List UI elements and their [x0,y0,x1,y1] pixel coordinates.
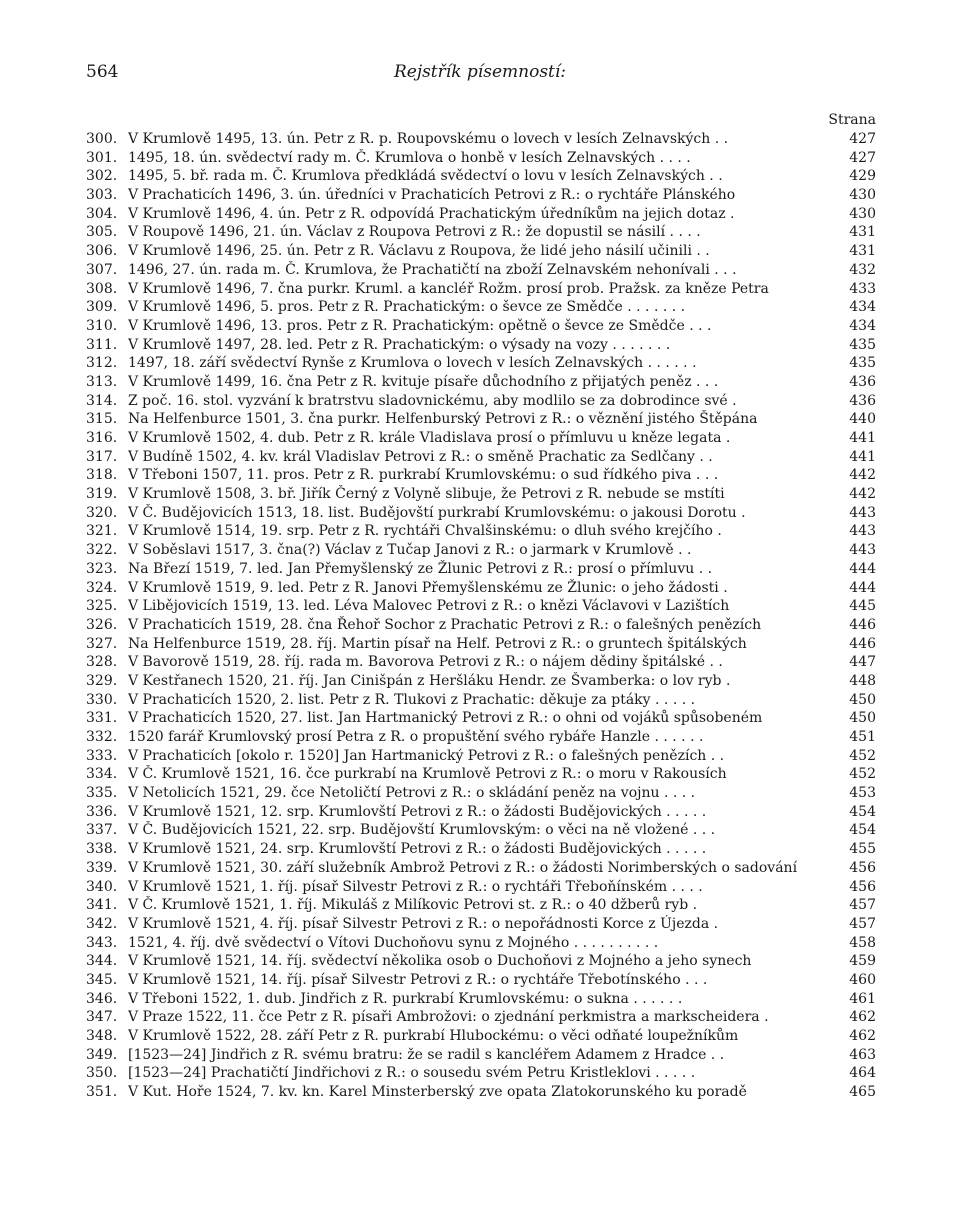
entry-description: V Krumlově 1521, 4. říj. písař Silvestr Petrovi z R.: o nepořádnosti Korce z Újezda . [128,915,719,932]
entry-description: V Krumlově 1521, 14. říj. písař Silvestr Petrovi z R.: o rychtáře Třebotínského . . . [128,971,708,988]
entry-page-number: 459 [849,953,876,970]
entry-description: V Krumlově 1496, 13. pros. Petr z R. Prachatickým: opětně o ševce ze Smědče . . . [128,317,712,334]
list-item [86,373,876,392]
list-item [86,336,876,355]
entry-description: 1495, 5. bř. rada m. Č. Krumlova předkládá svědectví o lovu v lesích Zelnavských . . [128,168,723,185]
entry-description: V Krumlově 1519, 9. led. Petr z R. Janovi Přemyšlenskému ze Žlunic: o jeho žádosti . [128,579,728,596]
entry-page-number: 442 [849,467,876,484]
entry-description: Na Helfenburce 1519, 28. říj. Martin písař na Helf. Petrovi z R.: o gruntech špitálských [128,635,747,652]
entry-page-number: 434 [849,317,876,334]
entry-page-number: 452 [849,747,876,764]
list-item [86,223,876,242]
entry-number: 321. [86,523,118,540]
entry-description: V Libějovicích 1519, 13. led. Léva Malovec Petrovi z R.: o knězi Václavovi v Lazištích [128,598,730,615]
entry-page-number: 441 [849,430,876,446]
list-item [86,242,876,261]
entry-description: V Kut. Hoře 1524, 7. kv. kn. Karel Minsterberský zve opata Zlatokorunského ku poradě [128,1084,747,1101]
entry-description: V Praze 1522, 11. čce Petr z R. písaři Ambrožovi: o zjednání perkmistra a markscheidera . [128,1009,769,1026]
entry-description: V Prachaticích [okolo r. 1520] Jan Hartmanický Petrovi z R.: o falešných penězích . . [128,747,725,764]
entry-description: V Krumlově 1499, 16. čna Petr z R. kvituje písaře důchodního z přijatých peněz . . . [128,373,719,390]
entry-page-number: 462 [849,1009,876,1026]
entry-description: 1496, 27. ún. rada m. Č. Krumlova, že Prachatičtí na zboží Zelnavském nehonívali . . . [128,261,737,278]
list-item [86,149,876,168]
entry-page-number: 452 [849,766,876,783]
entry-description: [1523—24] Jindřich z R. svému bratru: že se radil s kancléřem Adamem z Hradce . . [128,1046,725,1063]
list-item [86,1064,876,1083]
entry-number: 302. [86,168,118,185]
entry-description: V Roupově 1496, 21. ún. Václav z Roupova Petrovi z R.: že dopustil se násilí . . . . [128,224,701,241]
entry-number: 322. [86,542,118,559]
entry-description: Z poč. 16. stol. vyzvání k bratrstvu sladovnickému, aby modlilo se za dobrodince své . [128,392,737,409]
entry-page-number: 434 [849,299,876,316]
list-item [86,784,876,803]
entry-description: V Krumlově 1521, 24. srp. Krumlovští Petrovi z R.: o žádosti Budějovických . . . . . [128,841,707,858]
entry-page-number: 441 [849,448,876,465]
entry-number: 307. [86,261,118,278]
entry-page-number: 431 [849,224,876,241]
entry-page-number: 461 [849,990,876,1007]
entry-number: 325. [86,598,118,615]
entry-number: 343. [86,934,118,951]
entry-number: 349. [86,1046,118,1063]
list-item [86,653,876,672]
entry-number: 310. [86,317,118,334]
entry-number: 316. [86,430,118,446]
entry-number: 331. [86,710,118,727]
entry-page-number: 451 [849,729,876,745]
entry-number: 327. [86,635,118,652]
list-item [86,261,876,280]
list-item [86,934,876,953]
entry-page-number: 464 [849,1065,876,1082]
list-item [86,354,876,373]
list-item [86,691,876,710]
entry-description: V Č. Krumlově 1521, 1. říj. Mikuláš z Milíkovic Petrovi st. z R.: o 40 džberů ryb . [128,897,698,914]
entry-number: 337. [86,822,118,839]
entry-page-number: 433 [849,280,876,297]
entry-page-number: 465 [849,1084,876,1101]
entry-number: 326. [86,616,118,633]
list-item [86,167,876,186]
entry-number: 305. [86,224,118,241]
list-item [86,504,876,523]
entry-number: 348. [86,1028,118,1044]
list-item [86,765,876,784]
entry-number: 342. [86,915,118,932]
list-item [86,709,876,728]
entry-page-number: 446 [849,616,876,633]
entry-description: 1521, 4. říj. dvě svědectví o Vítovi Duchoňovu synu z Mojného . . . . . . . . . . [128,934,659,951]
list-item [86,429,876,448]
entry-number: 328. [86,654,118,671]
list-item [86,1083,876,1102]
list-item [86,990,876,1009]
list-item [86,915,876,934]
entry-number: 346. [86,990,118,1007]
entry-page-number: 429 [849,168,876,185]
list-item [86,821,876,840]
list-item [86,485,876,504]
entry-number: 347. [86,1009,118,1026]
entry-description: V Krumlově 1496, 7. čna purkr. Kruml. a kancléř Rožm. prosí prob. Pražsk. za kněze Petra [128,280,769,297]
entry-description: V Č. Krumlově 1521, 16. čce purkrabí na Krumlově Petrovi z R.: o moru v Rakousích [128,766,727,783]
page-number: 564 [86,62,119,82]
running-title: Rejstřík písemností: [393,62,567,82]
entry-description: V Kestřanech 1520, 21. říj. Jan Cinišpán z Heršláku Hendr. ze Švamberka: o lov ryb . [128,672,731,689]
list-item [86,597,876,616]
entry-description: 1520 farář Krumlovský prosí Petra z R. o propuštění svého rybáře Hanzle . . . . . . [128,729,704,745]
entry-description: V Č. Budějovicích 1521, 22. srp. Budějovští Krumlovským: o věci na ně vložené . . . [128,822,716,839]
entry-page-number: 456 [849,859,876,876]
entry-page-number: 454 [849,822,876,839]
entry-description: V Prachaticích 1520, 27. list. Jan Hartmanický Petrovi z R.: o ohni od vojáků spůsobeném [128,710,763,727]
list-item [86,298,876,317]
list-item [86,410,876,429]
entry-page-number: 432 [849,261,876,278]
entry-description: V Krumlově 1521, 1. říj. písař Silvestr Petrovi z R.: o rychtáři Třeboňínském . . . . [128,878,703,895]
entry-page-number: 457 [849,897,876,914]
list-item [86,560,876,579]
entry-page-number: 455 [849,841,876,858]
list-item [86,803,876,822]
list-item [86,466,876,485]
entry-number: 320. [86,504,118,521]
entry-page-number: 443 [849,523,876,540]
entry-page-number: 444 [849,579,876,596]
entry-number: 306. [86,243,118,260]
entry-number: 333. [86,747,118,764]
list-item [86,971,876,990]
entry-number: 335. [86,785,118,802]
entry-description: V Netolicích 1521, 29. čce Netoličtí Petrovi z R.: o skládání peněz na vojnu . . . . [128,785,696,802]
entry-number: 300. [86,131,118,147]
entry-description: V Prachaticích 1496, 3. ún. úředníci v Prachaticích Petrovi z R.: o rychtáře Plánského [128,187,736,204]
entry-page-number: 443 [849,504,876,521]
entry-number: 308. [86,280,118,297]
page-column-header: Strana [828,112,876,128]
entry-page-number: 430 [849,205,876,222]
list-item [86,205,876,224]
entry-number: 313. [86,373,118,390]
list-item [86,280,876,299]
entry-description: V Č. Budějovicích 1513, 18. list. Budějovští purkrabí Krumlovskému: o jakousi Dorotu . [128,504,746,521]
list-item [86,878,876,897]
entry-number: 336. [86,803,118,820]
entry-description: Na Helfenburce 1501, 3. čna purkr. Helfenburský Petrovi z R.: o věznění jistého Štěpána [128,411,758,428]
list-item [86,896,876,915]
entry-number: 334. [86,766,118,783]
entry-page-number: 456 [849,878,876,895]
entry-description: V Budíně 1502, 4. kv. král Vladislav Petrovi z R.: o směně Prachatic za Sedlčany . . [128,448,713,465]
entry-number: 319. [86,486,118,503]
entry-page-number: 427 [849,131,876,147]
entry-number: 317. [86,448,118,465]
entry-number: 312. [86,355,118,372]
entry-description: V Krumlově 1497, 28. led. Petr z R. Prachatickým: o výsady na vozy . . . . . . . [128,336,671,353]
entry-page-number: 431 [849,243,876,260]
entry-page-number: 436 [849,392,876,409]
list-item [86,317,876,336]
entry-page-number: 436 [849,373,876,390]
list-item [86,1046,876,1065]
entry-page-number: 463 [849,1046,876,1063]
entry-number: 332. [86,729,118,745]
entry-description: 1495, 18. ún. svědectví rady m. Č. Krumlova o honbě v lesích Zelnavských . . . . [128,149,691,166]
entry-description: V Krumlově 1522, 28. září Petr z R. purkrabí Hlubockému: o věci odňaté loupežníkům [128,1028,739,1044]
entry-description: V Soběslavi 1517, 3. čna(?) Václav z Tučap Janovi z R.: o jarmark v Krumlově . . [128,542,692,559]
list-item [86,952,876,971]
list-item [86,859,876,878]
entry-description: V Třeboni 1522, 1. dub. Jindřich z R. purkrabí Krumlovskému: o sukna . . . . . . [128,990,683,1007]
entry-page-number: 448 [849,672,876,689]
entry-description: V Krumlově 1496, 4. ún. Petr z R. odpovídá Prachatickým úředníkům na jejich dotaz . [128,205,735,222]
entry-description: V Prachaticích 1519, 28. čna Řehoř Sochor z Prachatic Petrovi z R.: o falešných penězích [128,616,762,633]
entry-number: 338. [86,841,118,858]
list-item [86,840,876,859]
list-item [86,448,876,467]
entry-page-number: 450 [849,710,876,727]
entry-description: V Prachaticích 1520, 2. list. Petr z R. Tlukovi z Prachatic: děkuje za ptáky . . . . . [128,691,696,708]
entry-description: V Krumlově 1521, 12. srp. Krumlovští Petrovi z R.: o žádosti Budějovických . . . . . [128,803,707,820]
entry-description: V Krumlově 1496, 25. ún. Petr z R. Václavu z Roupova, že lidé jeho násilí učinili . . [128,243,710,260]
list-item [86,579,876,598]
list-item [86,747,876,766]
entry-description: V Krumlově 1495, 13. ún. Petr z R. p. Roupovskému o lovech v lesích Zelnavských . . [128,131,729,147]
entry-number: 311. [86,336,118,353]
entry-page-number: 446 [849,635,876,652]
list-item [86,616,876,635]
entry-page-number: 454 [849,803,876,820]
entry-number: 351. [86,1084,118,1101]
entry-page-number: 458 [849,934,876,951]
entry-description: 1497, 18. září svědectví Rynše z Krumlova o lovech v lesích Zelnavských . . . . . . [128,355,697,372]
entry-number: 314. [86,392,118,409]
entry-description: [1523—24] Prachatičtí Jindřichovi z R.: o sousedu svém Petru Kristleklovi . . . . . [128,1065,696,1082]
entry-description: V Krumlově 1514, 19. srp. Petr z R. rychtáři Chvalšinskému: o dluh svého krejčího . [128,523,722,540]
entry-number: 330. [86,691,118,708]
entry-page-number: 445 [849,598,876,615]
entry-description: V Třeboni 1507, 11. pros. Petr z R. purkrabí Krumlovskému: o sud řídkého piva . . . [128,467,719,484]
entry-description: V Krumlově 1521, 30. září služebník Ambrož Petrovi z R.: o žádosti Norimberských o sadování [128,859,798,876]
entry-page-number: 462 [849,1028,876,1044]
entry-page-number: 435 [849,355,876,372]
entry-number: 315. [86,411,118,428]
entry-number: 309. [86,299,118,316]
entry-number: 304. [86,205,118,222]
list-item [86,130,876,149]
entry-number: 345. [86,971,118,988]
entry-number: 340. [86,878,118,895]
entry-description: V Krumlově 1496, 5. pros. Petr z R. Prachatickým: o ševce ze Smědče . . . . . . . [128,299,686,316]
entry-page-number: 430 [849,187,876,204]
list-item [86,635,876,654]
entry-number: 301. [86,149,118,166]
entry-number: 344. [86,953,118,970]
entry-page-number: 453 [849,785,876,802]
list-item [86,672,876,691]
entry-description: V Krumlově 1521, 14. říj. svědectví několika osob o Duchoňovi z Mojného a jeho synech [128,953,752,970]
entry-number: 329. [86,672,118,689]
list-item [86,186,876,205]
entry-number: 350. [86,1065,118,1082]
entry-description: V Krumlově 1502, 4. dub. Petr z R. krále Vladislava prosí o přímluvu u kněze legata . [128,430,731,446]
entry-page-number: 460 [849,971,876,988]
list-item [86,392,876,411]
entry-page-number: 447 [849,654,876,671]
entry-list [86,130,876,1102]
entry-number: 324. [86,579,118,596]
entry-page-number: 444 [849,560,876,577]
list-item [86,541,876,560]
entry-number: 341. [86,897,118,914]
entry-number: 323. [86,560,118,577]
entry-description: Na Březí 1519, 7. led. Jan Přemyšlenský ze Žlunic Petrovi z R.: prosí o přímluvu . . [128,560,713,577]
entry-page-number: 457 [849,915,876,932]
entry-page-number: 427 [849,149,876,166]
entry-page-number: 450 [849,691,876,708]
entry-description: V Krumlově 1508, 3. bř. Jiřík Černý z Volyně slibuje, že Petrovi z R. nebude se mstíti [128,486,725,503]
list-item [86,728,876,747]
entry-page-number: 442 [849,486,876,503]
list-item [86,1008,876,1027]
entry-number: 318. [86,467,118,484]
entry-page-number: 443 [849,542,876,559]
entry-description: V Bavorově 1519, 28. říj. rada m. Bavorova Petrovi z R.: o nájem dědiny špitálské . . [128,654,723,671]
list-item [86,522,876,541]
entry-page-number: 440 [849,411,876,428]
entry-page-number: 435 [849,336,876,353]
entry-number: 303. [86,187,118,204]
entry-number: 339. [86,859,118,876]
list-item [86,1027,876,1046]
